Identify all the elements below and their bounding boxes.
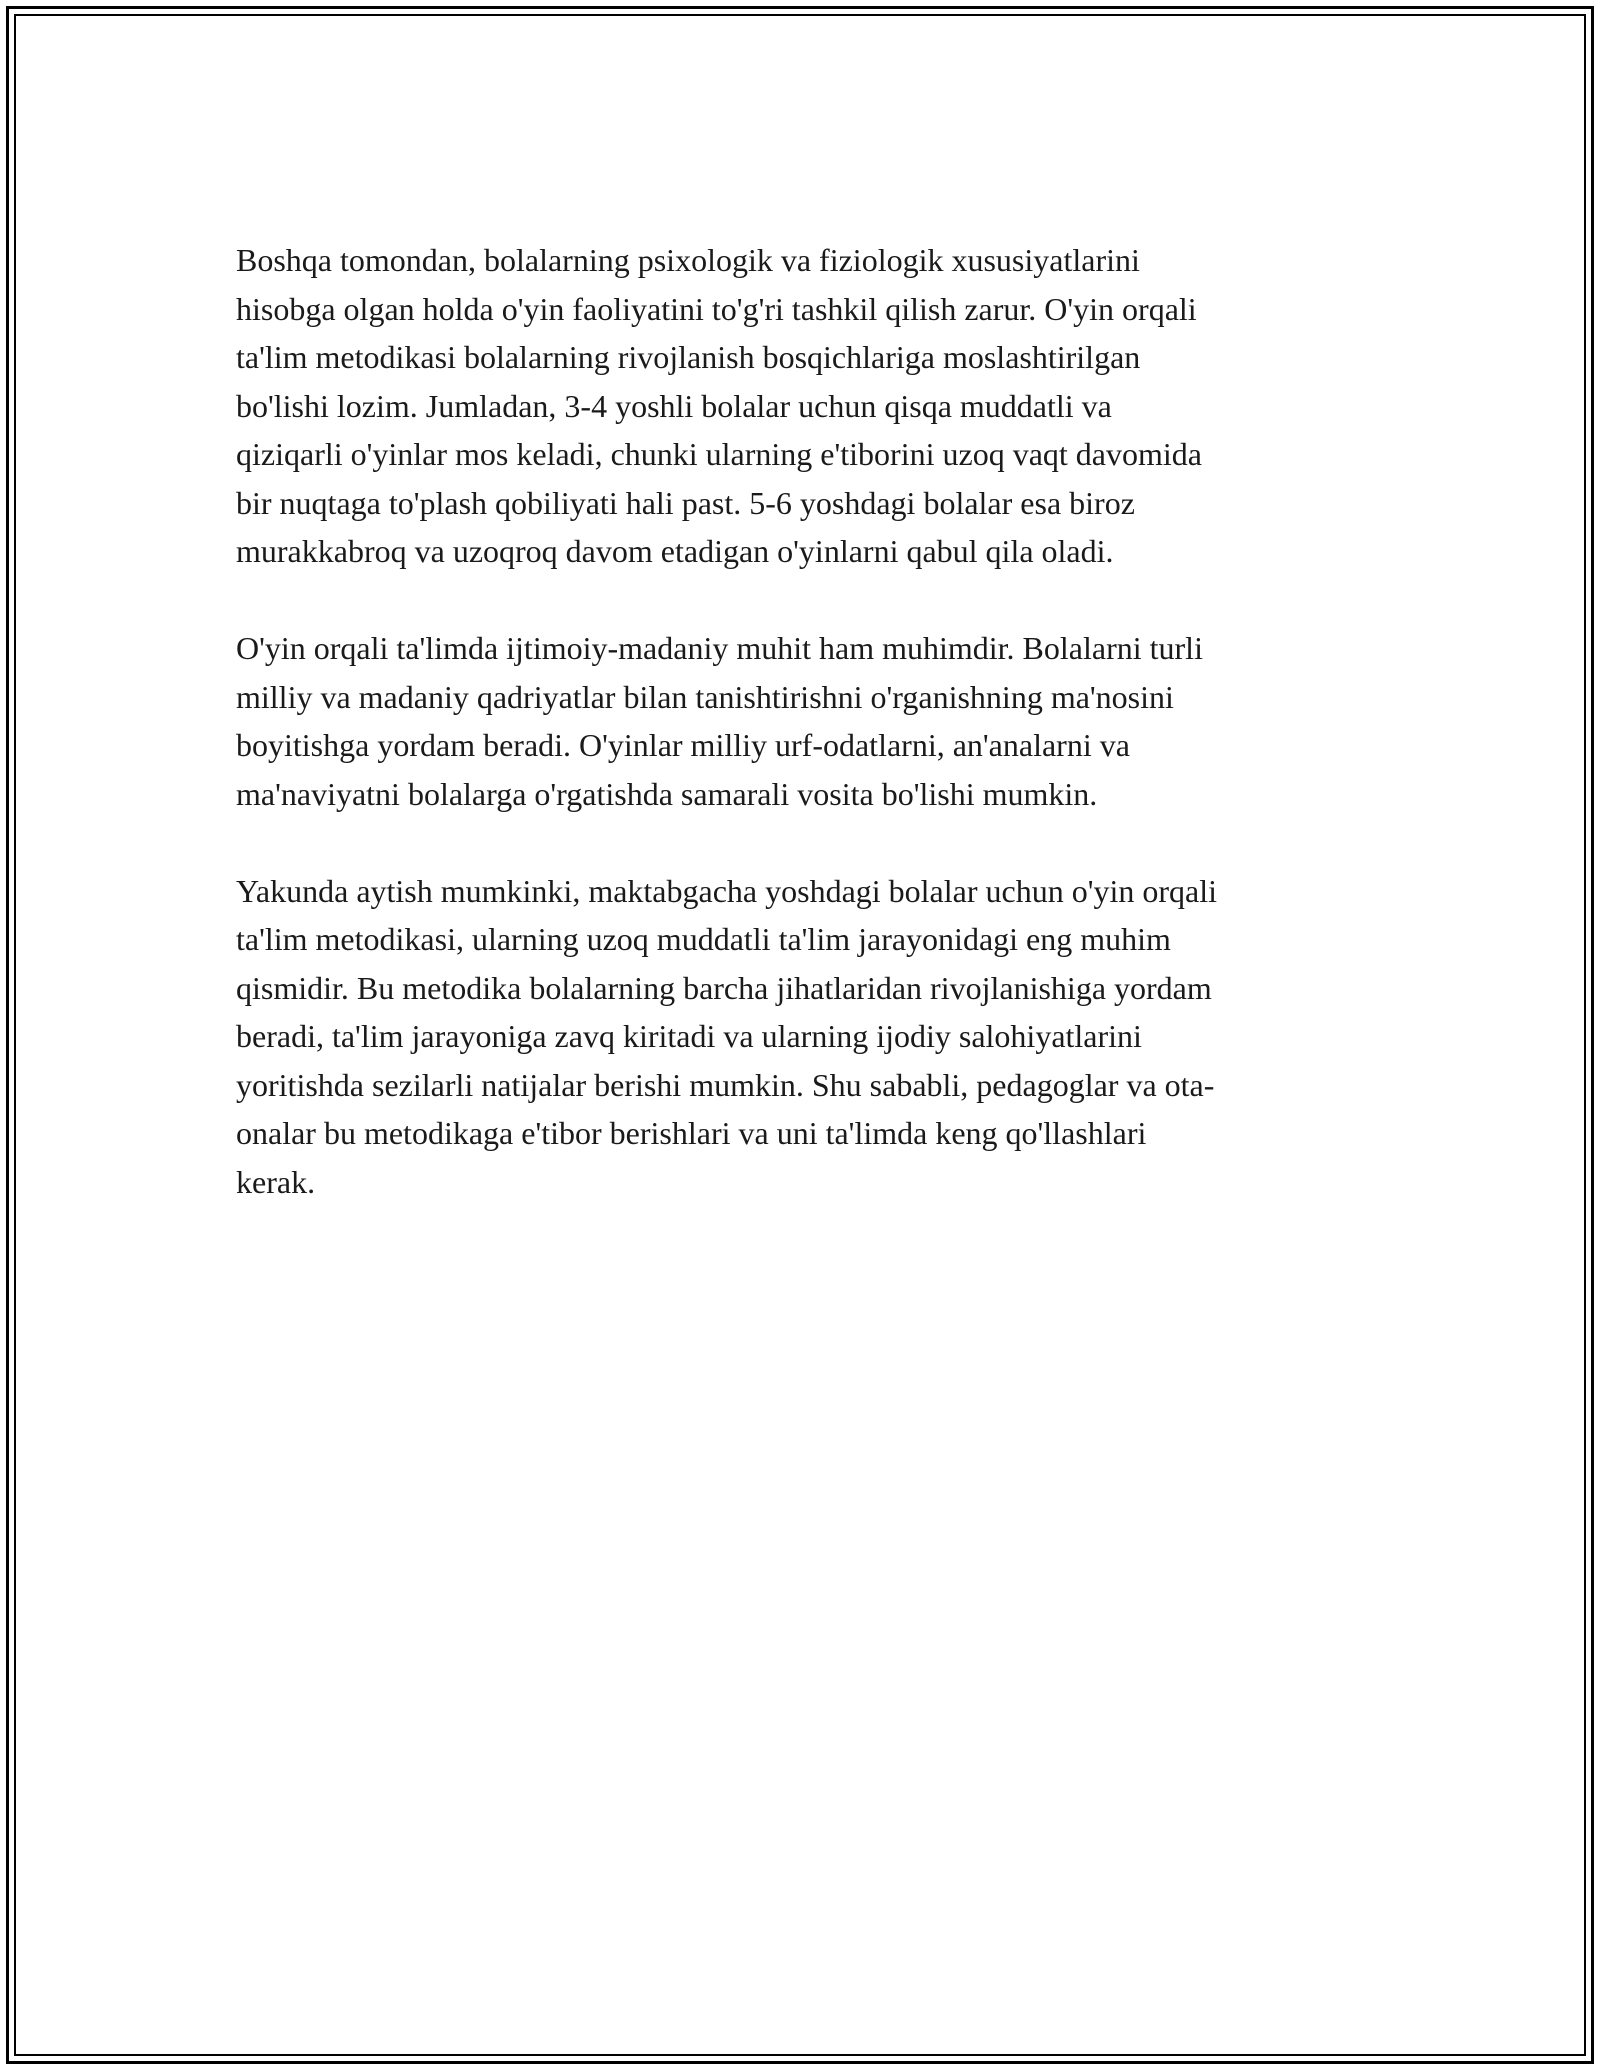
text-line: onalar bu metodikaga e'tibor berishlari va uni ta'limda keng qo'llashlari <box>236 1115 1147 1151</box>
text-line: bo'lishi lozim. Jumladan, 3-4 yoshli bolalar uchun qisqa muddatli va <box>236 387 1112 424</box>
text-line: O'yin orqali ta'limda ijtimoiy-madaniy muhit ham muhimdir. Bolalarni turli <box>236 630 1203 666</box>
text-line: beradi, ta'lim jarayoniga zavq kiritadi va ularning ijodiy salohiyatlarini <box>236 1018 1142 1054</box>
text-line: ta'lim metodikasi bolalarning rivojlanish bosqichlariga moslashtirilgan <box>236 339 1141 375</box>
document-body <box>236 236 1376 1206</box>
text-line: Boshqa tomondan, bolalarning psixologik va fiziologik xususiyatlarini <box>236 242 1140 278</box>
text-line: murakkabroq va uzoqroq davom etadigan o'yinlarni qabul qila oladi. <box>236 533 1114 569</box>
text-line: qiziqarli o'yinlar mos keladi, chunki ularning e'tiborini uzoq vaqt davomida <box>236 436 1202 472</box>
text-line: hisobga olgan holda o'yin faoliyatini to'g'ri tashkil qilish zarur. O'yin orqali <box>236 290 1197 327</box>
text-line: ma'naviyatni bolalarga o'rgatishda samarali vosita bo'lishi mumkin. <box>236 775 1098 812</box>
text-line: boyitishga yordam beradi. O'yinlar milliy urf-odatlarni, an'analarni va <box>236 727 1130 763</box>
text-line: yoritishda sezilarli natijalar berishi mumkin. Shu sababli, pedagoglar va ota- <box>236 1066 1215 1103</box>
text-line: qismidir. Bu metodika bolalarning barcha jihatlaridan rivojlanishiga yordam <box>236 969 1212 1006</box>
text-line: milliy va madaniy qadriyatlar bilan tanishtirishni o'rganishning ma'nosini <box>236 678 1174 715</box>
text-line: ta'lim metodikasi, ularning uzoq muddatli ta'lim jarayonidagi eng muhim <box>236 921 1171 957</box>
text-line: bir nuqtaga to'plash qobiliyati hali past. 5-6 yoshdagi bolalar esa biroz <box>236 484 1135 521</box>
paragraph-2 <box>236 624 1376 818</box>
paragraph-3 <box>236 867 1376 1207</box>
paragraph-1 <box>236 236 1376 576</box>
text-line: kerak. <box>236 1163 316 1200</box>
text-line: Yakunda aytish mumkinki, maktabgacha yoshdagi bolalar uchun o'yin orqali <box>236 872 1217 909</box>
